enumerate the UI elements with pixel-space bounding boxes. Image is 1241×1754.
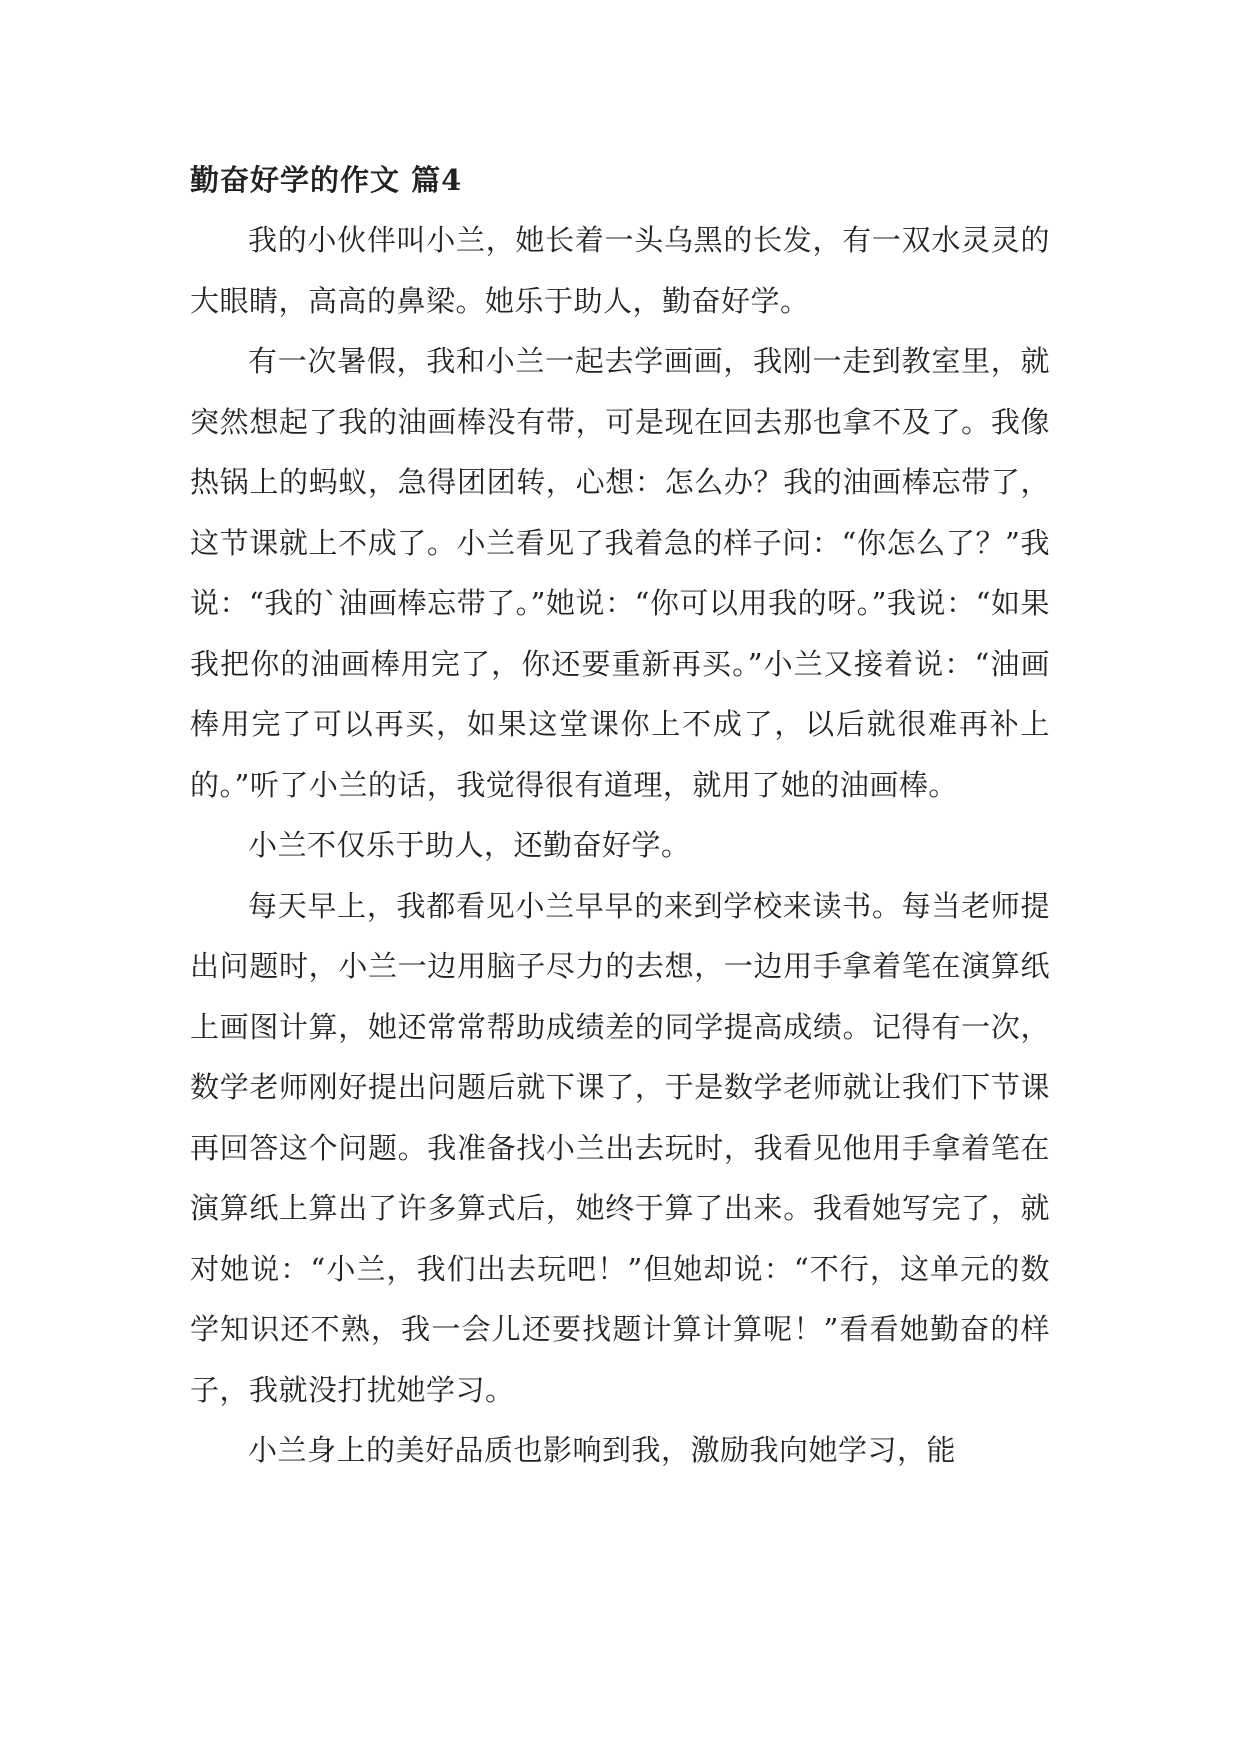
paragraph: 每天早上，我都看见小兰早早的来到学校来读书。每当老师提出问题时，小兰一边用脑子尽力的去想，一边用手拿着笔在演算纸上画图计算，她还常常帮助成绩差的同学提高成绩。记得有一次，数学老师刚好提出问题后就下课了，于是数学老师就让我们下节课再回答这个问题。我准备找小兰出去玩时，我看见他用手拿着笔在演算纸上算出了许多算式后，她终于算了出来。我看她写完了，就对她说：“小兰，我们出去玩吧！”但她却说：“不行，这单元的数学知识还不熟，我一会儿还要找题计算计算呢！”看看她勤奋的样子，我就没打扰她学习。	[190, 888, 1050, 1407]
paragraph: 有一次暑假，我和小兰一起去学画画，我刚一走到教室里，就突然想起了我的油画棒没有带，可是现在回去那也拿不及了。我像热锅上的蚂蚁，急得团团转，心想：怎么办？我的油画棒忘带了，这节课就上不成了。小兰看见了我着急的样子问：“你怎么了？”我说：“我的`油画棒忘带了。”她说：“你可以用我的呀。”我说：“如果我把你的油画棒用完了，你还要重新再买。”小兰又接着说：“油画棒用完了可以再买，如果这堂课你上不成了，以后就很难再补上的。”听了小兰的话，我觉得很有道理，就用了她的油画棒。	[190, 344, 1050, 802]
document-page	[190, 150, 1050, 1481]
paragraph: 小兰身上的美好品质也影响到我，激励我向她学习，能	[248, 1433, 957, 1467]
paragraph: 我的小伙伴叫小兰，她长着一头乌黑的长发，有一双水灵灵的大眼睛，高高的鼻梁。她乐于助人，勤奋好学。	[190, 223, 1050, 318]
paragraph: 小兰不仅乐于助人，还勤奋好学。	[248, 828, 691, 862]
document-title: 勤奋好学的作文 篇4	[190, 163, 463, 197]
